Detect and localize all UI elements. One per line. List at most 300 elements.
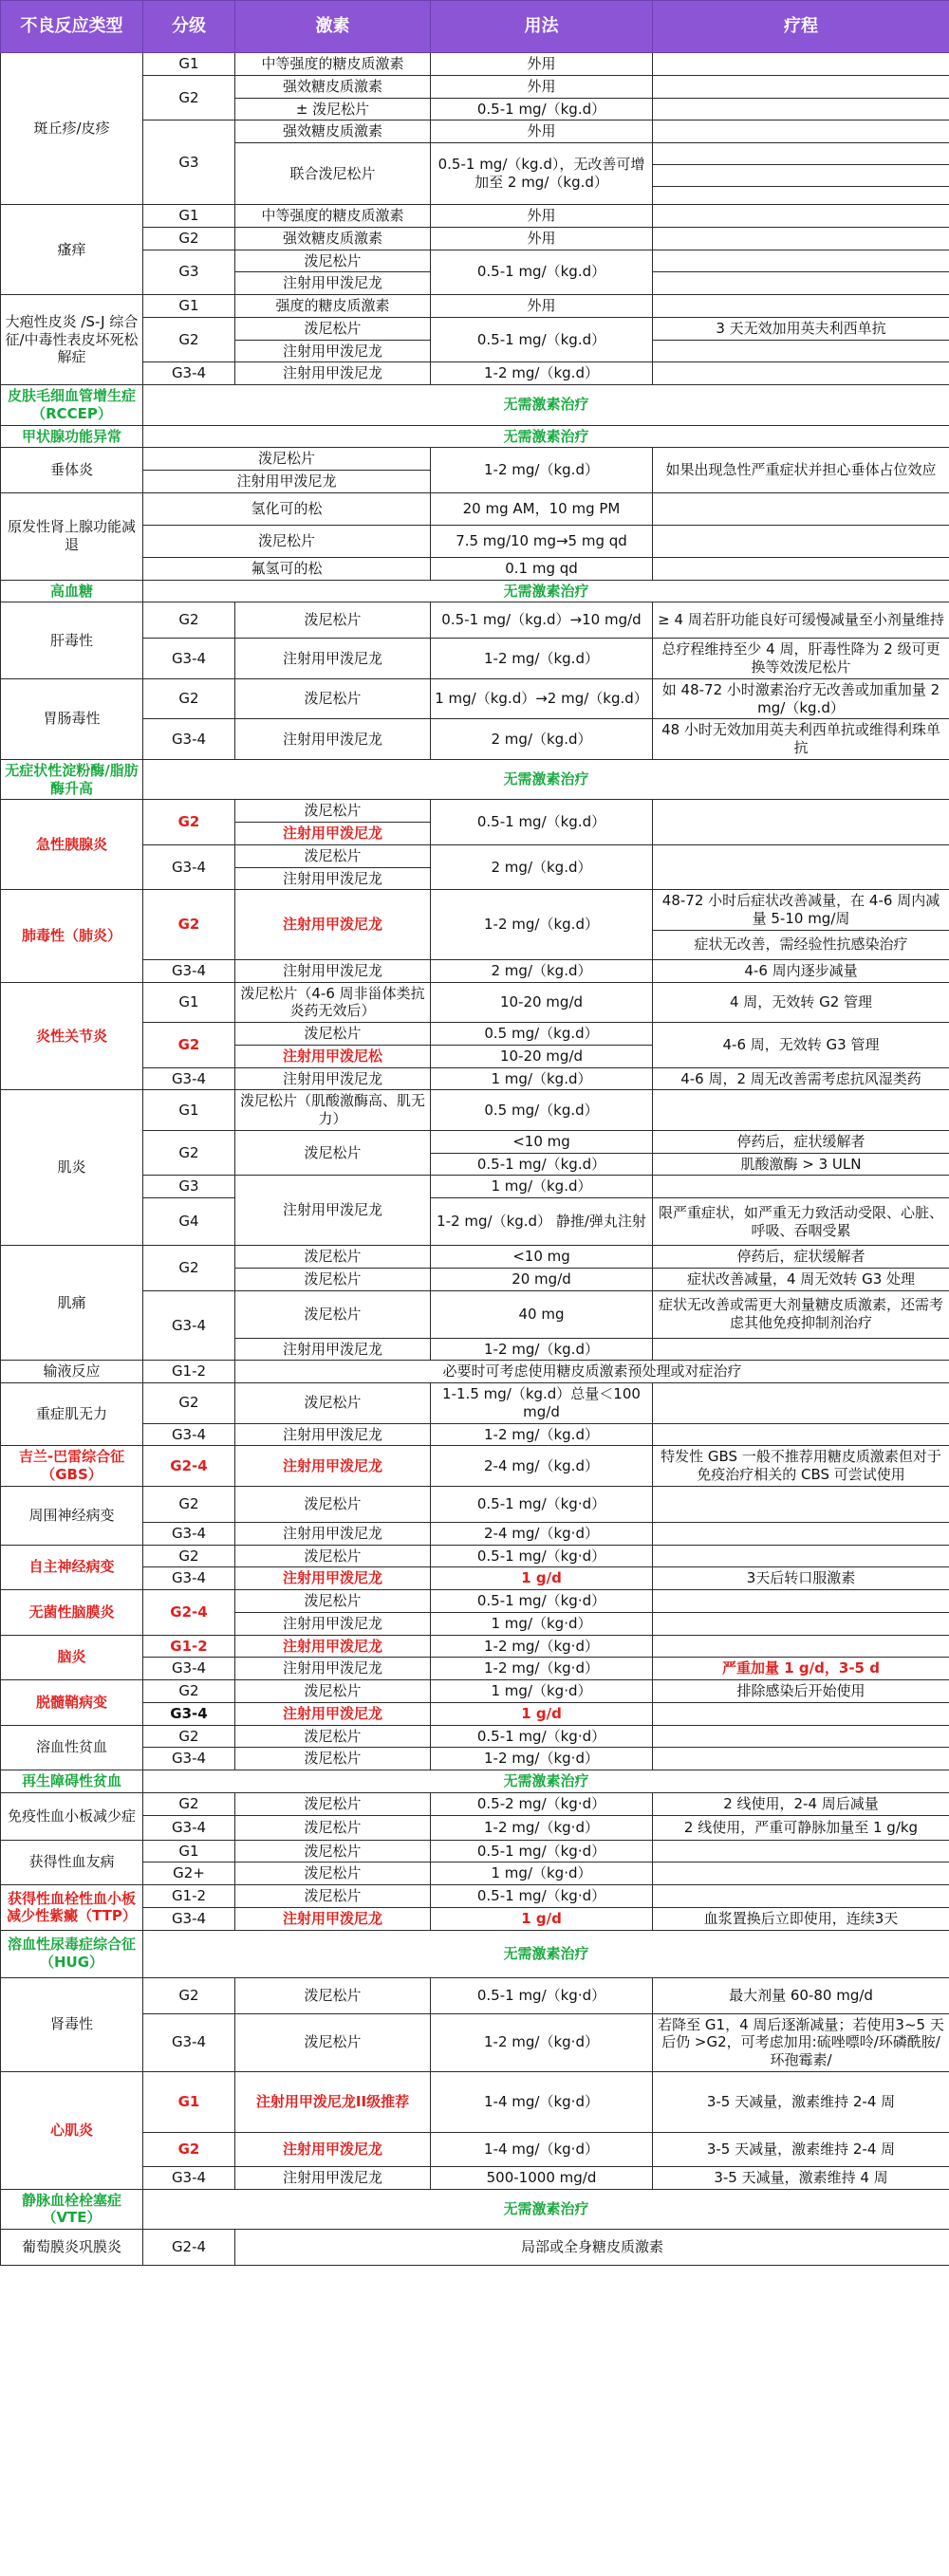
cell-hormone: 泼尼松片 xyxy=(235,1885,431,1908)
table-row xyxy=(1,1702,949,1725)
cell-hormone: 泼尼松片 xyxy=(235,1840,431,1863)
cell-usage: 500-1000 mg/d xyxy=(431,2166,653,2189)
cell-course: 3-5 天减量，激素维持 2-4 周 xyxy=(653,2071,949,2132)
table-row xyxy=(1,890,949,931)
cell-grade: G3-4 xyxy=(143,2166,235,2189)
cell-course xyxy=(653,1840,949,1863)
cell-hormone: 注射用甲泼尼龙 xyxy=(235,1067,431,1090)
table-row xyxy=(1,1067,949,1090)
cell-grade: G1-2 xyxy=(143,1635,235,1658)
table-row xyxy=(1,800,949,823)
cell-hormone: 注射用甲泼尼龙 xyxy=(235,959,431,982)
cell-grade: G3-4 xyxy=(143,719,235,760)
table-row xyxy=(1,1545,949,1567)
cell-no-steroid: 无需激素治疗 xyxy=(143,1770,949,1793)
cell-usage: 0.5 mg/（kg.d） xyxy=(431,1090,653,1131)
table-row xyxy=(1,759,949,800)
cell-usage: 0.1 mg qd xyxy=(431,557,653,580)
cell-hormone: 泼尼松片 xyxy=(235,800,431,823)
cell-grade: G2 xyxy=(143,890,235,960)
cell-type: 葡萄膜炎巩膜炎 xyxy=(1,2230,143,2266)
cell-hormone: 注射用甲泼尼龙 xyxy=(235,1612,431,1635)
cell-grade: G2 xyxy=(143,1486,235,1522)
cell-usage: 0.5 mg/（kg.d） xyxy=(431,1023,653,1046)
cell-hormone: 联合泼尼松片 xyxy=(235,143,431,205)
cell-usage: 1-2 mg/（kg·d） xyxy=(431,2013,653,2071)
cell-course xyxy=(653,1725,949,1748)
table-row xyxy=(1,1658,949,1680)
cell-grade: G4 xyxy=(143,1198,235,1246)
table-row xyxy=(1,959,949,982)
table-row xyxy=(1,2166,949,2189)
cell-hormone: 注射用甲泼尼龙 xyxy=(235,1658,431,1680)
cell-course xyxy=(653,1090,949,1131)
cell-course: 4-6 周，无效转 G3 管理 xyxy=(653,1023,949,1068)
cell-grade: G3-4 xyxy=(143,959,235,982)
cell-usage: 2 mg/（kg.d） xyxy=(431,844,653,890)
cell-type: 瘙痒 xyxy=(1,205,143,295)
table-row xyxy=(1,1567,949,1590)
cell-hormone: 注射用甲泼尼龙 xyxy=(235,1176,431,1246)
cell-usage: 7.5 mg/10 mg→5 mg qd xyxy=(431,525,653,557)
cell-grade: G2 xyxy=(143,1383,235,1424)
cell-grade: G1-2 xyxy=(143,1885,235,1908)
cell-type: 免疫性血小板减少症 xyxy=(1,1792,143,1840)
cell-usage: 0.5-1 mg/（kg·d） xyxy=(431,1545,653,1567)
cell-usage: 1 mg/（kg.d） xyxy=(431,1067,653,1090)
cell-course: 最大剂量 60-80 mg/d xyxy=(653,1977,949,2013)
cell-grade: G3 xyxy=(143,250,235,295)
cell-usage: 0.5-1 mg/（kg.d） xyxy=(431,98,653,120)
cell-type: 胃肠毒性 xyxy=(1,678,143,759)
table-row xyxy=(1,120,949,143)
cell-usage: 1-2 mg/（kg·d） xyxy=(431,1658,653,1680)
cell-grade: G2 xyxy=(143,1725,235,1748)
cell-grade: G3-4 xyxy=(143,362,235,385)
table-row xyxy=(1,1246,949,1269)
table-row xyxy=(1,1446,949,1487)
cell-type: 甲状腺功能异常 xyxy=(1,425,143,448)
table-row xyxy=(1,2230,949,2266)
cell-course xyxy=(653,1702,949,1725)
cell-hormone: 注射用甲泼尼松 xyxy=(235,1045,431,1067)
table-row xyxy=(1,982,949,1023)
cell-grade: G3 xyxy=(143,1176,235,1198)
cell-type: 急性胰腺炎 xyxy=(1,800,143,890)
cell-usage: 1-2 mg/（kg.d） xyxy=(431,890,653,960)
cell-course: 4 周，无效转 G2 管理 xyxy=(653,982,949,1023)
cell-course: 特发性 GBS 一般不推荐用糖皮质激素但对于免疫治疗相关的 CBS 可尝试使用 xyxy=(653,1446,949,1487)
table-row xyxy=(1,1725,949,1748)
cell-no-steroid: 无需激素治疗 xyxy=(143,759,949,800)
cell-course xyxy=(653,295,949,318)
cell-usage: 0.5-1 mg/（kg.d） xyxy=(431,250,653,295)
cell-grade: G2 xyxy=(143,1545,235,1567)
cell-hormone: 泼尼松片 xyxy=(235,1023,431,1046)
table-row xyxy=(1,1748,949,1770)
cell-course: 48-72 小时后症状改善减量，在 4-6 周内减量 5-10 mg/周 xyxy=(653,890,949,931)
cell-usage: 0.5-2 mg/（kg·d） xyxy=(431,1792,653,1815)
cell-hormone: 注射用甲泼尼龙 xyxy=(235,1522,431,1545)
table-row xyxy=(1,719,949,760)
cell-hormone: 注射用甲泼尼龙 xyxy=(235,362,431,385)
cell-usage: 0.5-1 mg/（kg.d）→10 mg/d xyxy=(431,602,653,639)
table-row xyxy=(1,1361,949,1383)
cell-course: 2 线使用，严重可静脉加量至 1 g/kg xyxy=(653,1815,949,1840)
cell-hormone: 注射用甲泼尼龙II级推荐 xyxy=(235,2071,431,2132)
cell-hormone: 强效糖皮质激素 xyxy=(235,227,431,250)
cell-type: 肾毒性 xyxy=(1,1977,143,2071)
cell-usage: 2-4 mg/（kg·d） xyxy=(431,1522,653,1545)
cell-type: 高血糖 xyxy=(1,580,143,602)
cell-usage: 外用 xyxy=(431,205,653,228)
cell-usage: 1 mg/（kg·d） xyxy=(431,1680,653,1703)
cell-hormone: 注射用甲泼尼龙 xyxy=(143,471,431,493)
cell-usage: 1 g/d xyxy=(431,1907,653,1930)
table-row xyxy=(1,1863,949,1885)
cell-grade: G3-4 xyxy=(143,1290,235,1361)
cell-type: 周围神经病变 xyxy=(1,1486,143,1545)
cell-hormone: 泼尼松片 xyxy=(235,678,431,719)
cell-usage: 0.5-1 mg/（kg·d） xyxy=(431,1977,653,2013)
table-row xyxy=(1,1176,949,1198)
cell-hormone: 注射用甲泼尼龙 xyxy=(235,1446,431,1487)
cell-course xyxy=(653,143,949,165)
cell-hormone: 注射用甲泼尼龙 xyxy=(235,823,431,845)
table-row xyxy=(1,385,949,426)
table-row xyxy=(1,557,949,580)
table-row xyxy=(1,2013,949,2071)
cell-grade: G3-4 xyxy=(143,639,235,679)
table-row xyxy=(1,1792,949,1815)
cell-hormone: 泼尼松片 xyxy=(235,1863,431,1885)
cell-no-steroid: 无需激素治疗 xyxy=(143,1930,949,1977)
cell-grade: G3-4 xyxy=(143,1658,235,1680)
cell-grade: G2 xyxy=(143,75,235,120)
cell-usage: 1-2 mg/（kg.d） xyxy=(431,1423,653,1446)
cell-usage: 2-4 mg/（kg.d） xyxy=(431,1446,653,1487)
cell-usage: 1 mg/（kg·d） xyxy=(431,1612,653,1635)
table-row xyxy=(1,1907,949,1930)
cell-hormone: 泼尼松片 xyxy=(235,1130,431,1176)
cell-grade: G2+ xyxy=(143,1863,235,1885)
table-row xyxy=(1,2189,949,2230)
cell-grade: G2-4 xyxy=(143,1590,235,1636)
cell-type: 重症肌无力 xyxy=(1,1383,143,1446)
cell-grade: G1 xyxy=(143,53,235,76)
cell-hormone: 注射用甲泼尼龙 xyxy=(235,340,431,362)
cell-hormone: 泼尼松片 xyxy=(235,1748,431,1770)
cell-grade: G3-4 xyxy=(143,1567,235,1590)
cell-hormone: 泼尼松片 xyxy=(235,1725,431,1748)
cell-hormone: 氢化可的松 xyxy=(143,492,431,525)
table-body xyxy=(1,53,949,2266)
cell-course: 如 48-72 小时激素治疗无改善或加重加量 2 mg/（kg.d） xyxy=(653,678,949,719)
cell-course xyxy=(653,1885,949,1908)
cell-usage: 1-2 mg/（kg.d） 静推/弹丸注射 xyxy=(431,1198,653,1246)
cell-grade: G2 xyxy=(143,1130,235,1176)
cell-usage: 20 mg AM，10 mg PM xyxy=(431,492,653,525)
cell-course xyxy=(653,1486,949,1522)
cell-course: 停药后，症状缓解者 xyxy=(653,1130,949,1153)
table-row xyxy=(1,844,949,867)
cell-course: ≥ 4 周若肝功能良好可缓慢减量至小剂量维持 xyxy=(653,602,949,639)
cell-hormone: 泼尼松片 xyxy=(235,1545,431,1567)
table-row xyxy=(1,1977,949,2013)
cell-usage: 1 mg/（kg.d）→2 mg/（kg.d） xyxy=(431,678,653,719)
cell-grade: G2 xyxy=(143,678,235,719)
cell-hormone: 注射用甲泼尼龙 xyxy=(235,1635,431,1658)
cell-usage: 0.5-1 mg/（kg.d），无改善可增加至 2 mg/（kg.d） xyxy=(431,143,653,205)
cell-hormone: 泼尼松片 xyxy=(143,448,431,471)
table-row xyxy=(1,448,949,471)
cell-type: 输液反应 xyxy=(1,1361,143,1383)
table-row xyxy=(1,1130,949,1153)
cell-usage: <10 mg xyxy=(431,1246,653,1269)
cell-course xyxy=(653,340,949,362)
cell-usage: 0.5-1 mg/（kg·d） xyxy=(431,1486,653,1522)
cell-hormone: 中等强度的糖皮质激素 xyxy=(235,205,431,228)
cell-grade: G1 xyxy=(143,1840,235,1863)
table-row xyxy=(1,53,949,76)
cell-span-note: 必要时可考虑使用糖皮质激素预处理或对症治疗 xyxy=(235,1361,949,1383)
table-row xyxy=(1,227,949,250)
table-row xyxy=(1,75,949,98)
header-hormone: 激素 xyxy=(235,1,431,53)
cell-type: 再生障碍性贫血 xyxy=(1,1770,143,1793)
cell-course xyxy=(653,272,949,295)
cell-course xyxy=(653,1176,949,1198)
cell-type: 肝毒性 xyxy=(1,602,143,679)
cell-no-steroid: 无需激素治疗 xyxy=(143,385,949,426)
cell-course: 停药后，症状缓解者 xyxy=(653,1246,949,1269)
cell-grade: G3-4 xyxy=(143,1748,235,1770)
cell-course xyxy=(653,1863,949,1885)
cell-no-steroid: 无需激素治疗 xyxy=(143,580,949,602)
cell-hormone: 泼尼松片 xyxy=(235,1815,431,1840)
cell-type: 溶血性尿毒症综合征（HUG） xyxy=(1,1930,143,1977)
cell-grade: G3-4 xyxy=(143,1423,235,1446)
cell-grade: G2 xyxy=(143,227,235,250)
cell-grade: G2-4 xyxy=(143,2230,235,2266)
cell-course: 3-5 天减量，激素维持 4 周 xyxy=(653,2166,949,2189)
cell-course xyxy=(653,205,949,228)
cell-hormone: 泼尼松片 xyxy=(235,317,431,340)
cell-usage: 2 mg/（kg.d） xyxy=(431,959,653,982)
cell-hormone: 强效糖皮质激素 xyxy=(235,120,431,143)
table-row xyxy=(1,1198,949,1246)
table-row xyxy=(1,2071,949,2132)
cell-usage: 0.5-1 mg/（kg·d） xyxy=(431,1725,653,1748)
header-grade: 分级 xyxy=(143,1,235,53)
cell-grade: G1-2 xyxy=(143,1361,235,1383)
cell-usage: 1-2 mg/（kg.d） xyxy=(431,1338,653,1361)
table-row xyxy=(1,1023,949,1046)
cell-usage: 外用 xyxy=(431,227,653,250)
cell-course: 若降至 G1，4 周后逐渐减量；若使用3~5 天后仍 >G2，可考虑加用:硫唑嘌呤/环磷酰胺/环孢霉素/ xyxy=(653,2013,949,2071)
cell-hormone: 强效糖皮质激素 xyxy=(235,75,431,98)
cell-type: 获得性血友病 xyxy=(1,1840,143,1885)
cell-course: 排除感染后开始使用 xyxy=(653,1680,949,1703)
cell-course: 总疗程维持至少 4 周，肝毒性降为 2 级可更换等效泼尼松片 xyxy=(653,639,949,679)
cell-grade: G2 xyxy=(143,1977,235,2013)
table-row xyxy=(1,2132,949,2166)
cell-type: 脑炎 xyxy=(1,1635,143,1680)
cell-type: 脱髓鞘病变 xyxy=(1,1680,143,1726)
cell-hormone: 泼尼松片 xyxy=(235,1977,431,2013)
cell-grade: G2 xyxy=(143,1246,235,1291)
cell-usage: 0.5-1 mg/（kg·d） xyxy=(431,1590,653,1613)
cell-grade: G3-4 xyxy=(143,1907,235,1930)
cell-usage: 10-20 mg/d xyxy=(431,1045,653,1067)
cell-grade: G2 xyxy=(143,602,235,639)
cell-hormone: 泼尼松片 xyxy=(235,1246,431,1269)
cell-hormone: 泼尼松片 xyxy=(235,250,431,272)
cell-course xyxy=(653,1522,949,1545)
cell-hormone: 注射用甲泼尼龙 xyxy=(235,1567,431,1590)
cell-hormone: 注射用甲泼尼龙 xyxy=(235,719,431,760)
cell-grade: G1 xyxy=(143,2071,235,2132)
cell-hormone: 泼尼松片 xyxy=(235,1680,431,1703)
cell-course xyxy=(653,98,949,120)
cell-course xyxy=(653,75,949,98)
cell-type: 炎性关节炎 xyxy=(1,982,143,1090)
table-row xyxy=(1,492,949,525)
table-row xyxy=(1,1885,949,1908)
cell-course xyxy=(653,1748,949,1770)
cell-usage: 外用 xyxy=(431,75,653,98)
cell-hormone: 注射用甲泼尼龙 xyxy=(235,2132,431,2166)
cell-usage: 1-2 mg/（kg·d） xyxy=(431,1815,653,1840)
cell-hormone: 泼尼松片（肌酸激酶高、肌无力） xyxy=(235,1090,431,1131)
cell-usage: 外用 xyxy=(431,120,653,143)
cell-hormone: 泼尼松片 xyxy=(235,844,431,867)
cell-type: 无菌性脑膜炎 xyxy=(1,1590,143,1636)
cell-course xyxy=(653,1383,949,1424)
cell-hormone: 泼尼松片 xyxy=(143,525,431,557)
cell-course: 严重加量 1 g/d，3-5 d xyxy=(653,1658,949,1680)
cell-hormone: 强度的糖皮质激素 xyxy=(235,295,431,318)
cell-type: 心肌炎 xyxy=(1,2071,143,2189)
cell-hormone: 注射用甲泼尼龙 xyxy=(235,2166,431,2189)
cell-hormone: 注射用甲泼尼龙 xyxy=(235,890,431,960)
cell-course xyxy=(653,53,949,76)
cell-grade: G2 xyxy=(143,1792,235,1815)
table-row xyxy=(1,678,949,719)
table-row xyxy=(1,250,949,272)
cell-hormone: 泼尼松片 xyxy=(235,1486,431,1522)
table-row xyxy=(1,1635,949,1658)
cell-grade: G2 xyxy=(143,2132,235,2166)
cell-course: 48 小时无效加用英夫利西单抗或维得利珠单抗 xyxy=(653,719,949,760)
cell-span-note: 局部或全身糖皮质激素 xyxy=(235,2230,949,2266)
cell-course xyxy=(653,1635,949,1658)
cell-grade: G1 xyxy=(143,982,235,1023)
cell-hormone: 注射用甲泼尼龙 xyxy=(235,272,431,295)
table-row xyxy=(1,1383,949,1424)
cell-course xyxy=(653,525,949,557)
cell-hormone: 注射用甲泼尼龙 xyxy=(235,639,431,679)
table-row xyxy=(1,295,949,318)
cell-type: 大疱性皮炎 /S-J 综合征/中毒性表皮坏死松解症 xyxy=(1,295,143,385)
table-row xyxy=(1,1930,949,1977)
table-row xyxy=(1,1486,949,1522)
cell-hormone: 注射用甲泼尼龙 xyxy=(235,1423,431,1446)
cell-course: 2 线使用，2-4 周后减量 xyxy=(653,1792,949,1815)
cell-type: 肌痛 xyxy=(1,1246,143,1361)
cell-type: 肺毒性（肺炎） xyxy=(1,890,143,982)
cell-hormone: 氟氢可的松 xyxy=(143,557,431,580)
cell-type: 获得性血栓性血小板减少性紫癜（TTP） xyxy=(1,1885,143,1931)
table-row xyxy=(1,1590,949,1613)
cell-course: 4-6 周内逐步减量 xyxy=(653,959,949,982)
cell-type: 原发性肾上腺功能减退 xyxy=(1,492,143,580)
table-row xyxy=(1,1423,949,1446)
cell-hormone: 泼尼松片 xyxy=(235,1383,431,1424)
cell-usage: 0.5-1 mg/（kg.d） xyxy=(431,317,653,362)
cell-course: 限严重症状，如严重无力致活动受限、心脏、呼吸、吞咽受累 xyxy=(653,1198,949,1246)
cell-course: 如果出现急性严重症状并担心垂体占位效应 xyxy=(653,448,949,493)
cell-course xyxy=(653,844,949,890)
cell-usage: 外用 xyxy=(431,53,653,76)
cell-usage: 0.5-1 mg/（kg.d） xyxy=(431,1153,653,1176)
cell-course xyxy=(653,492,949,525)
cell-usage: 1-4 mg/（kg·d） xyxy=(431,2132,653,2166)
table-row xyxy=(1,1090,949,1131)
cell-usage: <10 mg xyxy=(431,1130,653,1153)
cell-usage: 1 mg/（kg·d） xyxy=(431,1863,653,1885)
cell-usage: 2 mg/（kg.d） xyxy=(431,719,653,760)
cell-usage: 1-2 mg/（kg.d） xyxy=(431,448,653,493)
cell-type: 吉兰-巴雷综合征（GBS） xyxy=(1,1446,143,1487)
table-row xyxy=(1,602,949,639)
cell-hormone: 泼尼松片（4-6 周非甾体类抗炎药无效后） xyxy=(235,982,431,1023)
cell-grade: G1 xyxy=(143,295,235,318)
cell-grade: G3-4 xyxy=(143,1067,235,1090)
cell-course: 症状改善减量，4 周无效转 G3 处理 xyxy=(653,1268,949,1290)
cell-course: 3-5 天减量，激素维持 2-4 周 xyxy=(653,2132,949,2166)
cell-grade: G3-4 xyxy=(143,1815,235,1840)
cell-course xyxy=(653,800,949,845)
cell-type: 溶血性贫血 xyxy=(1,1725,143,1770)
cell-usage: 1 mg/（kg.d） xyxy=(431,1176,653,1198)
cell-course: 肌酸激酶 > 3 ULN xyxy=(653,1153,949,1176)
cell-usage: 1-2 mg/（kg·d） xyxy=(431,1635,653,1658)
cell-course xyxy=(653,1590,949,1613)
header-type: 不良反应类型 xyxy=(1,1,143,53)
cell-type: 斑丘疹/皮疹 xyxy=(1,53,143,205)
cell-course xyxy=(653,1545,949,1567)
cell-grade: G1 xyxy=(143,1090,235,1131)
cell-course xyxy=(653,1423,949,1446)
cell-hormone: 泼尼松片 xyxy=(235,1268,431,1290)
cell-course xyxy=(653,227,949,250)
cell-usage: 1-1.5 mg/（kg.d）总量＜100 mg/d xyxy=(431,1383,653,1424)
cell-usage: 0.5-1 mg/（kg·d） xyxy=(431,1840,653,1863)
cell-grade: G2-4 xyxy=(143,1446,235,1487)
header-course: 疗程 xyxy=(653,1,949,53)
cell-usage: 40 mg xyxy=(431,1290,653,1338)
cell-course: 症状无改善，需经验性抗感染治疗 xyxy=(653,930,949,959)
cell-hormone: 注射用甲泼尼龙 xyxy=(235,1702,431,1725)
cell-course xyxy=(653,1612,949,1635)
cell-grade: G1 xyxy=(143,205,235,228)
cell-type: 皮肤毛细血管增生症（RCCEP） xyxy=(1,385,143,426)
cell-hormone: 泼尼松片 xyxy=(235,1590,431,1613)
cell-type: 垂体炎 xyxy=(1,448,143,493)
cell-hormone: ± 泼尼松片 xyxy=(235,98,431,120)
cell-grade: G2 xyxy=(143,317,235,362)
